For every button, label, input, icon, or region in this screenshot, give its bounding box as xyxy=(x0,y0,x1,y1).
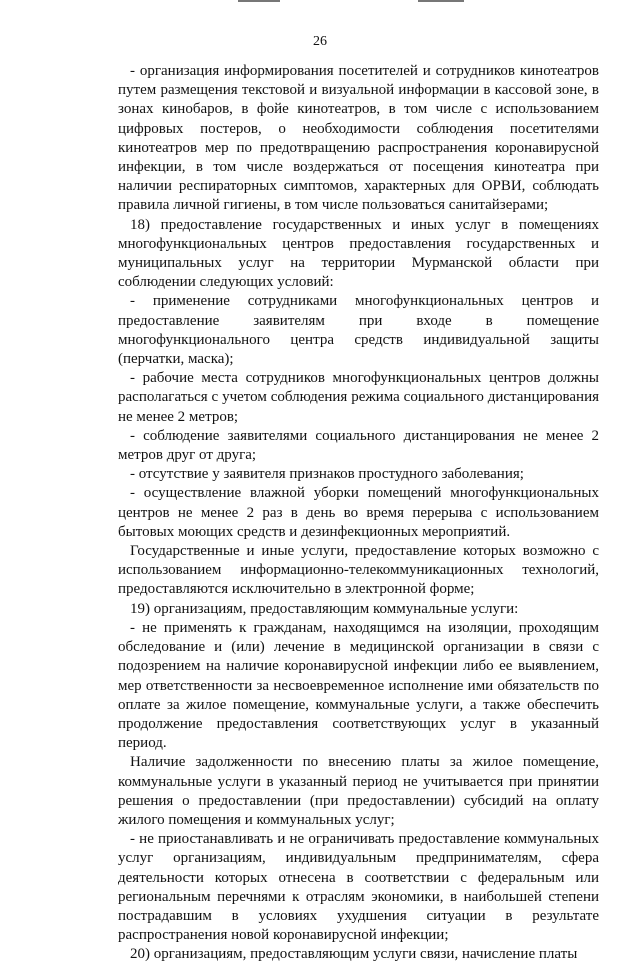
paragraph: Государственные и иные услуги, предоставление которых возможно с использованием информационно-телекоммуникационных технологий, предоставляются исключительно в электронной форме; xyxy=(118,543,599,598)
paragraph: - рабочие места сотрудников многофункциональных центров должны располагаться с учетом соблюдения режима социального дистанцирования не менее 2 метров; xyxy=(118,370,599,425)
paragraph: - организация информирования посетителей и сотрудников кинотеатров путем размещения текстовой и визуальной информации в кассовой зоне, в зонах кинобаров, в фойе кинотеатров, в том числе с использованием цифровых постеров, о необходимости соблюдения посетителями кинотеатров мер по предотвращению распространения коронавирусной инфекции, в том числе воздержаться от посещения кинотеатра при наличии респираторных симптомов, характерных для ОРВИ, соблюдать правила личной гигиены, в том числе пользоваться санитайзерами; xyxy=(118,63,599,214)
paragraph: - осуществление влажной уборки помещений многофункциональных центров не менее 2 раз в день во время перерыва с использованием бытовых моющих средств и дезинфекционных мероприятий. xyxy=(118,485,599,540)
paragraph: - не приостанавливать и не ограничивать предоставление коммунальных услуг организациям, индивидуальным предпринимателям, сфера деятельности которых отнесена в соответствии с федеральным или региональным перечнями к отраслям экономики, в наибольшей степени пострадавшим в условиях ухудшения ситуации в результате распространения новой коронавирусной инфекции; xyxy=(118,831,599,944)
paragraph: 18) предоставление государственных и иных услуг в помещениях многофункциональных центров предоставления государственных и муниципальных услуг на территории Мурманской области при соблюдении следующих условий: xyxy=(118,216,599,291)
paragraph: 19) организациям, предоставляющим коммунальные услуги: xyxy=(130,600,519,617)
paragraph: - соблюдение заявителями социального дистанцирования не менее 2 метров друг от друга; xyxy=(118,427,599,464)
top-rule-right xyxy=(418,0,464,2)
page-number: 26 xyxy=(313,34,327,49)
paragraph: - отсутствие у заявителя признаков простудного заболевания; xyxy=(130,466,524,483)
paragraph: 20) организациям, предоставляющим услуги связи, начисление платы xyxy=(130,946,578,963)
top-rule-left xyxy=(238,0,280,2)
document-body xyxy=(118,62,599,965)
paragraph: - применение сотрудниками многофункциональных центров и предоставление заявителям при входе в помещение многофункционального центра средств индивидуальной защиты (перчатки, маска); xyxy=(118,293,599,368)
paragraph: Наличие задолженности по внесению платы за жилое помещение, коммунальные услуги в указанный период не учитывается при принятии решения о предоставлении (при предоставлении) субсидий на оплату жилого помещения и коммунальных услуг; xyxy=(118,754,599,828)
paragraph: - не применять к гражданам, находящимся на изоляции, проходящим обследование и (или) лечение в медицинской организации в связи с подозрением на наличие коронавирусной инфекции либо ее выявлением, мер ответственности за несвоевременное исполнение ими обязательств по оплате за жилое помещение, коммунальные услуги, а также обеспечить продолжение предоставления соответствующих услуг в указанный период. xyxy=(118,619,599,752)
